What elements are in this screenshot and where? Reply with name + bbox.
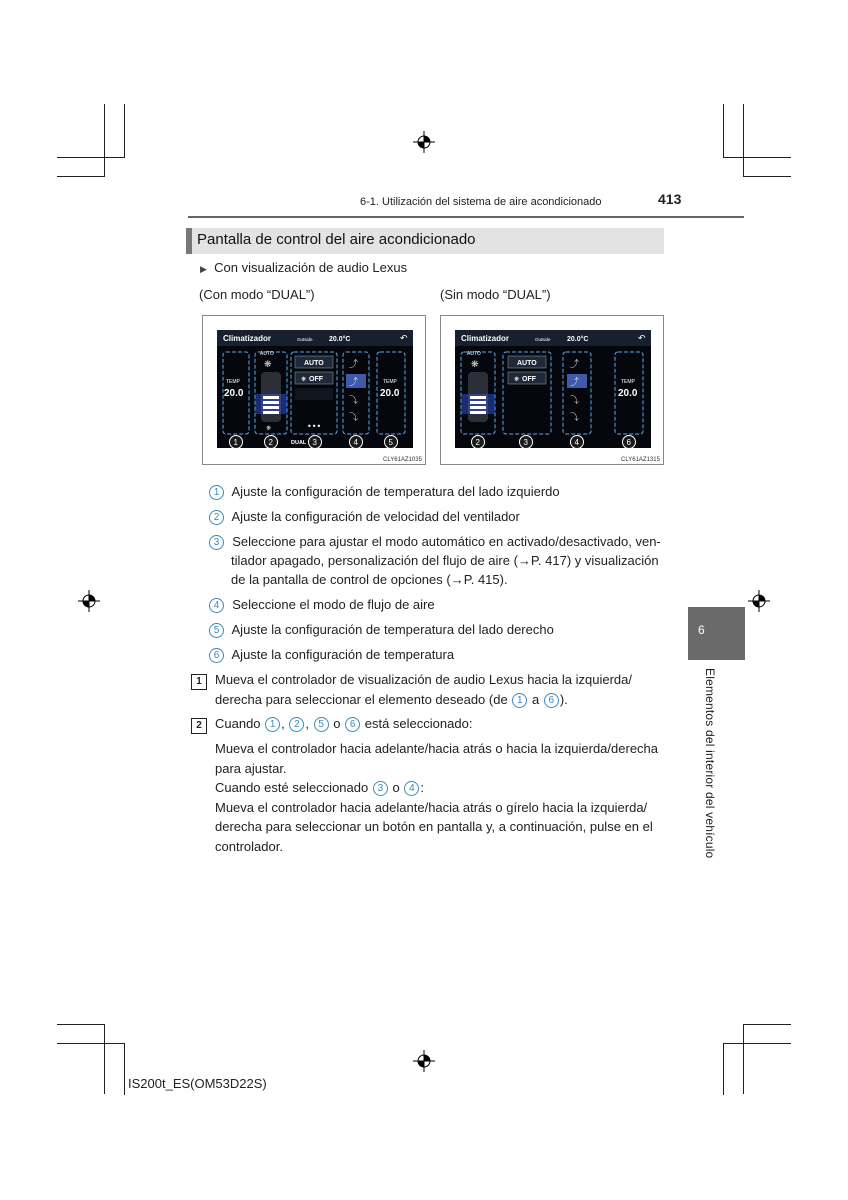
registration-mark-icon xyxy=(413,131,435,153)
figure-marker: 3 xyxy=(523,438,528,447)
list-item: 3 Seleccione para ajustar el modo automático en activado/desactivado, ven- xyxy=(208,532,661,552)
page-reference[interactable]: →P. 415 xyxy=(450,572,500,587)
figure-marker: 5 xyxy=(388,438,393,447)
fan-off-icon: ❋ xyxy=(301,376,307,383)
triangle-bullet-icon: ▶ xyxy=(200,264,207,274)
registration-mark-icon xyxy=(413,1050,435,1072)
crop-mark xyxy=(743,1024,744,1094)
auto-button: AUTO xyxy=(517,360,537,367)
fan-icon: ❋ xyxy=(471,360,479,370)
subheading: ▶ Con visualización de audio Lexus xyxy=(200,260,408,275)
figure-caption-no-dual: (Sin modo “DUAL”) xyxy=(440,287,551,302)
back-icon: ↶ xyxy=(400,334,408,344)
airflow-bilevel-icon: ⤴ xyxy=(349,378,359,388)
item-number: 1 xyxy=(209,485,224,500)
step-text: Mueva el controlador de visualización de audio Lexus hacia la izquierda/ derecha para seleccionar el elemento deseado (de 1 a 6 ). xyxy=(215,672,632,707)
crop-mark xyxy=(723,1043,791,1044)
figure-marker: 4 xyxy=(574,438,579,447)
figure-marker: 2 xyxy=(475,438,480,447)
temp-label-left: TEMP xyxy=(226,379,240,385)
crop-mark xyxy=(743,176,791,177)
temp-label: TEMP xyxy=(621,379,635,385)
figure-code: CLY61AZ1315 xyxy=(621,457,660,463)
item-number: 2 xyxy=(209,510,224,525)
figure-marker: 6 xyxy=(626,438,631,447)
crop-mark xyxy=(57,176,105,177)
list-item-continuation: tilador apagado, personalización del flujo de aire (→P. 417) y visualización xyxy=(231,553,659,568)
off-button: OFF xyxy=(309,376,323,383)
chapter-label: Elementos del interior del vehículo xyxy=(703,668,717,859)
outside-temp: 20.0°C xyxy=(567,336,589,343)
crop-mark xyxy=(57,157,125,158)
screen-title: Climatizador xyxy=(223,334,272,343)
auto-small-label: AUTO xyxy=(260,351,274,357)
figure-code: CLY61AZ1035 xyxy=(383,457,422,463)
crop-mark xyxy=(57,1024,105,1025)
climate-screen-graphic xyxy=(217,330,413,448)
step-number: 2 xyxy=(191,715,207,734)
outside-temp: 20.0°C xyxy=(329,336,351,343)
step-detail: Mueva el controlador hacia adelante/hacia atrás o hacia la izquierda/derecha para ajustar. Cuando esté seleccionado 3 o 4 : Mueva el controlador hacia adelante/hacia atrás o gírelo hacia la izquierda/ derecha para seleccionar un botón en pantalla y, a continuación, pulse en el controlador. xyxy=(215,741,659,854)
list-item: 1 Ajuste la configuración de temperatura del lado izquierdo xyxy=(208,482,560,502)
figure-marker: 2 xyxy=(268,438,273,447)
more-icon: ••• xyxy=(307,422,322,431)
airflow-face-icon: ⤴ xyxy=(570,360,580,370)
climate-screen-graphic xyxy=(455,330,651,448)
temp-value: 20.0 xyxy=(618,388,638,399)
figure-marker: 3 xyxy=(312,438,317,447)
figure-no-dual-mode xyxy=(440,315,664,465)
temp-right: 20.0 xyxy=(380,388,400,399)
list-item: 4 Seleccione el modo de flujo de aire xyxy=(208,595,435,615)
item-number: 3 xyxy=(209,535,224,550)
crop-mark xyxy=(124,1043,125,1095)
climate-screen xyxy=(455,330,651,448)
auto-button: AUTO xyxy=(304,360,324,367)
fan-icon: ❋ xyxy=(264,360,272,370)
crop-mark xyxy=(57,1043,125,1044)
crop-mark xyxy=(723,104,724,158)
item-number: 5 xyxy=(209,623,224,638)
climate-screen xyxy=(217,330,413,448)
page-number: 413 xyxy=(658,191,682,207)
crop-mark xyxy=(104,1024,105,1094)
auto-small-label: AUTO xyxy=(467,351,481,357)
running-header: 6-1. Utilización del sistema de aire acondicionado xyxy=(360,196,602,208)
airflow-face-icon: ⤴ xyxy=(349,360,359,370)
registration-mark-icon xyxy=(78,590,100,612)
crop-mark xyxy=(743,1024,791,1025)
airflow-feet-icon: ⤵ xyxy=(570,396,580,406)
section-title: Pantalla de control del aire acondicionado xyxy=(197,231,476,248)
fan-small-icon: ❋ xyxy=(266,425,272,432)
list-item: 6 Ajuste la configuración de temperatura xyxy=(208,645,454,665)
header-rule xyxy=(188,216,744,218)
outside-label: Outside xyxy=(535,337,551,342)
figure-dual-mode xyxy=(202,315,426,465)
crop-mark xyxy=(124,104,125,158)
temp-label-right: TEMP xyxy=(383,379,397,385)
item-number: 4 xyxy=(209,598,224,613)
list-item-continuation: de la pantalla de control de opciones (→P. 415). xyxy=(231,572,508,587)
crop-mark xyxy=(723,157,791,158)
screen-title: Climatizador xyxy=(461,334,510,343)
outside-label: Outside xyxy=(297,337,313,342)
back-icon: ↶ xyxy=(638,334,646,344)
step-text: Cuando 1 , 2 , 5 o 6 está seleccionado: xyxy=(215,716,473,731)
crop-mark xyxy=(743,104,744,177)
figure-caption-dual: (Con modo “DUAL”) xyxy=(199,287,315,302)
chapter-tab: 6 xyxy=(688,607,745,660)
airflow-defrost-icon: ⤵ xyxy=(570,413,580,423)
list-item: 5 Ajuste la configuración de temperatura del lado derecho xyxy=(208,620,554,640)
figure-marker: 4 xyxy=(353,438,358,447)
list-item: 2 Ajuste la configuración de velocidad del ventilador xyxy=(208,507,520,527)
item-number: 6 xyxy=(209,648,224,663)
airflow-defrost-icon: ⤵ xyxy=(349,413,359,423)
airflow-bilevel-icon: ⤴ xyxy=(570,378,580,388)
figure-marker: 1 xyxy=(233,438,238,447)
off-button: OFF xyxy=(522,376,536,383)
temp-left: 20.0 xyxy=(224,388,244,399)
airflow-feet-icon: ⤵ xyxy=(349,396,359,406)
dual-label: DUAL xyxy=(291,440,307,446)
crop-mark xyxy=(104,104,105,177)
page-reference[interactable]: →P. 417 xyxy=(517,553,567,568)
fan-off-icon: ❋ xyxy=(514,376,520,383)
crop-mark xyxy=(723,1043,724,1095)
footer-code: IS200t_ES(OM53D22S) xyxy=(128,1076,267,1091)
step-number: 1 xyxy=(191,671,207,690)
registration-mark-icon xyxy=(748,590,770,612)
